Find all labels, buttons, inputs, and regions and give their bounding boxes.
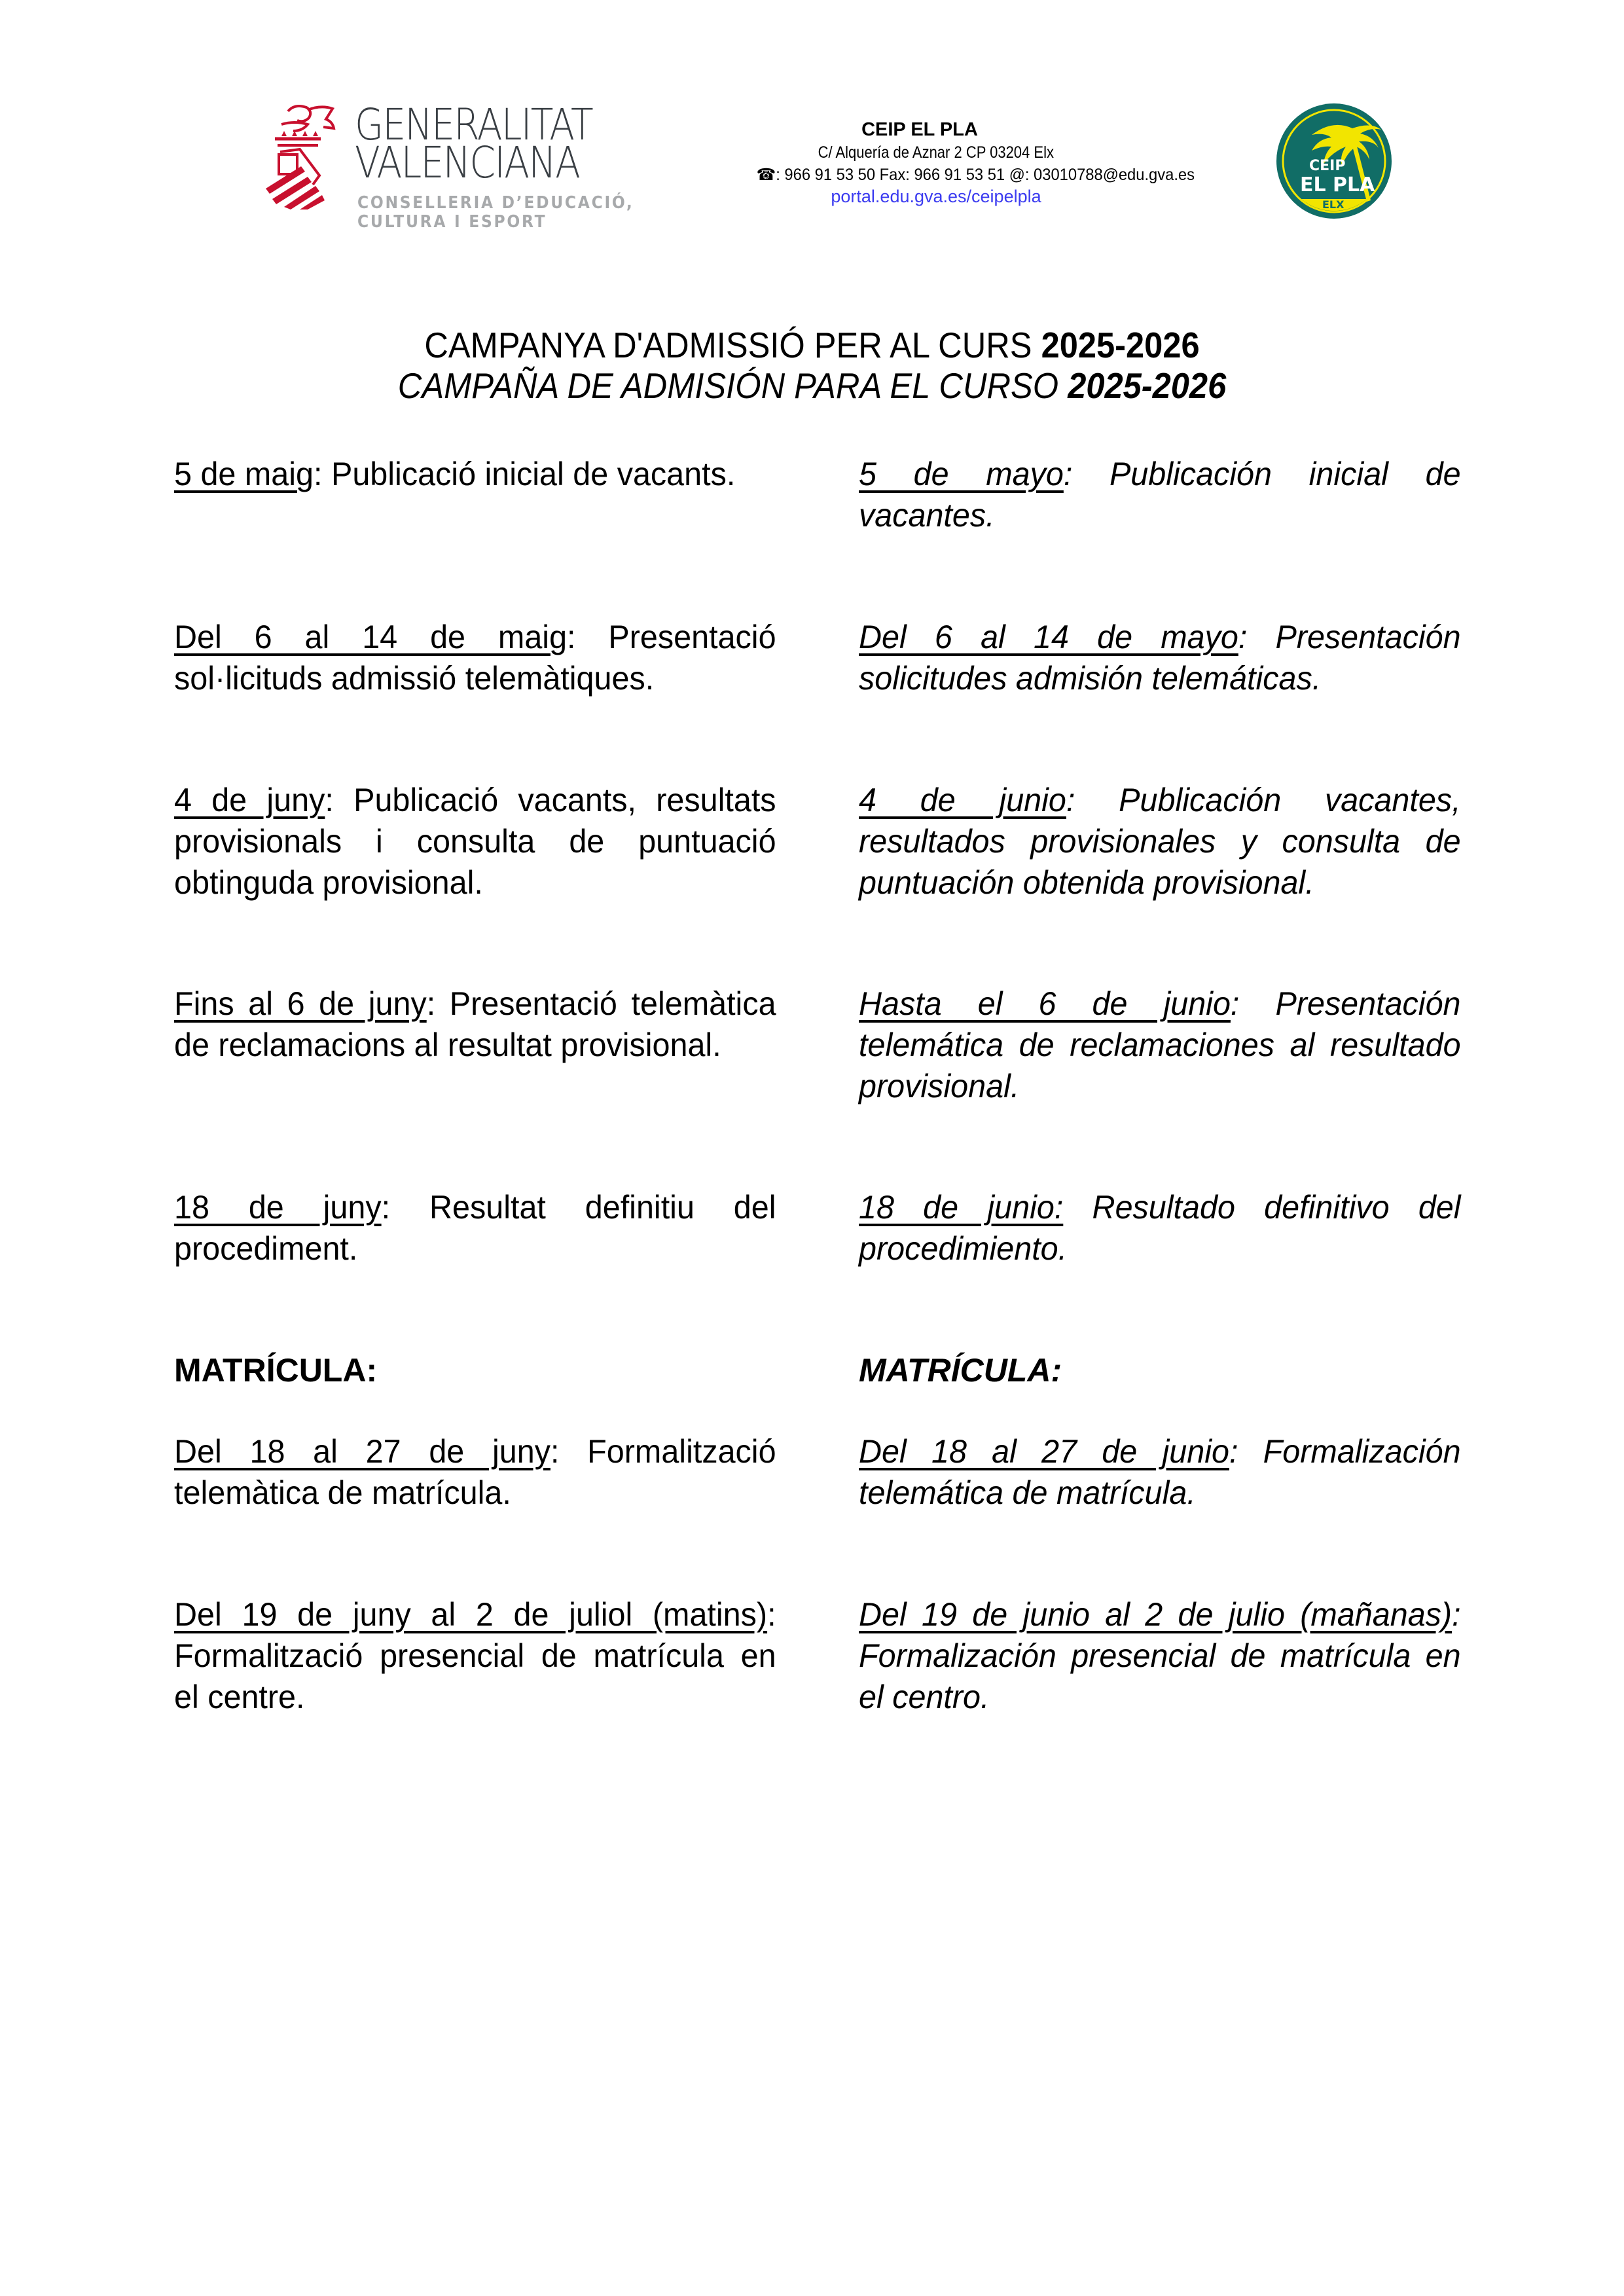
phone-icon: ☎ xyxy=(756,166,776,184)
entry-date: Fins al 6 de juny xyxy=(174,985,427,1022)
title-spanish-text: CAMPAÑA DE ADMISIÓN PARA EL CURSO xyxy=(397,365,1068,406)
calendar-entry: 5 de maig: Publicació inicial de vacants. xyxy=(174,456,736,492)
svg-text:ELX: ELX xyxy=(1322,198,1344,211)
entry-text: Publicación inicial de vacantes. xyxy=(859,456,1461,534)
calendar-entry: Hasta el 6 de junio: Presentación telemática de reclamaciones al resultado provisional. xyxy=(859,985,1461,1104)
enrollment-entry: Del 19 de junio al 2 de julio (mañanas): Formalización presencial de matrícula en el centro. xyxy=(859,1596,1461,1715)
entry-date: 5 de maig xyxy=(174,456,314,492)
entry-date: 4 de juny xyxy=(174,782,325,818)
conselleria-name xyxy=(357,194,634,232)
calendar-entry: 4 de juny: Publicació vacants, resultats provisionals i consulta de puntuació obtinguda provisional. xyxy=(174,782,776,901)
entry-text: Formalización presencial de matrícula en el centro. xyxy=(859,1637,1461,1715)
entry-date: 5 de mayo xyxy=(859,456,1064,492)
entry-date: Del 18 al 27 de junio xyxy=(859,1433,1229,1470)
entry-text: Resultat definitiu del procediment. xyxy=(174,1189,776,1267)
school-website-link[interactable]: portal.edu.gva.es/ceipelpla xyxy=(831,187,1041,206)
calendar-entry: Del 6 al 14 de mayo: Presentación solicitudes admisión telemáticas. xyxy=(859,619,1461,697)
title-spanish-year: 2025-2026 xyxy=(1068,365,1227,406)
calendar-entry: 5 de mayo: Publicación inicial de vacantes. xyxy=(859,456,1461,534)
ceip-el-pla-badge xyxy=(1275,102,1393,220)
calendar-entry: Fins al 6 de juny: Presentació telemàtica de reclamacions al resultat provisional. xyxy=(174,985,776,1063)
entry-text: Presentació sol·licituds admissió telemàtiques. xyxy=(174,619,776,697)
title-catalan-year: 2025-2026 xyxy=(1041,325,1200,365)
enrollment-entry: Del 19 de juny al 2 de juliol (matins): Formalització presencial de matrícula en el centre. xyxy=(174,1596,776,1715)
enrollment-entry: Del 18 al 27 de junio: Formalización telemática de matrícula. xyxy=(859,1433,1461,1511)
entry-date: 4 de junio xyxy=(859,782,1066,818)
gv-name-line2: VALENCIANA xyxy=(355,137,580,188)
contact-details[interactable]: : 966 91 53 50 Fax: 966 91 53 51 @: 03010788@edu.gva.es xyxy=(775,166,1195,184)
enrollment-heading: MATRÍCULA: xyxy=(859,1352,1062,1389)
entry-date: 18 de junio: xyxy=(859,1189,1064,1226)
entry-date: Del 18 al 27 de juny xyxy=(174,1433,550,1470)
calendar-entry: 18 de juny: Resultat definitiu del procediment. xyxy=(174,1189,776,1267)
calendar-entry: 4 de junio: Publicación vacantes, resultados provisionales y consulta de puntuación obtenida provisional. xyxy=(859,782,1461,901)
enrollment-heading: MATRÍCULA: xyxy=(174,1352,378,1389)
entry-text: Resultado definitivo del procedimiento. xyxy=(859,1189,1461,1267)
entry-date: Hasta el 6 de junio xyxy=(859,985,1231,1022)
school-address: C/ Alquería de Aznar 2 CP 03204 Elx xyxy=(818,143,1055,162)
entry-date: Del 19 de juny al 2 de juliol (matins) xyxy=(174,1596,768,1633)
enrollment-entry: Del 18 al 27 de juny: Formalització telemàtica de matrícula. xyxy=(174,1433,776,1511)
calendar-entry xyxy=(859,1187,1461,1269)
entry-text: Presentació telemàtica de reclamacions al resultat provisional. xyxy=(174,985,776,1063)
entry-date: Del 6 al 14 de mayo xyxy=(859,619,1238,655)
valencian-coat-of-arms-icon xyxy=(262,98,360,210)
school-contact-line xyxy=(756,164,1194,186)
conselleria-line2: CULTURA I ESPORT xyxy=(357,212,547,232)
title-catalan xyxy=(65,325,1559,365)
entry-date: 18 de juny xyxy=(174,1189,382,1226)
school-contact-block xyxy=(707,118,1244,207)
title-catalan-text: CAMPANYA D'ADMISSIÓ PER AL CURS xyxy=(424,325,1041,365)
entry-text: Presentación solicitudes admisión telemáticas. xyxy=(859,619,1461,697)
entry-text: Presentación telemática de reclamaciones al resultado provisional. xyxy=(859,985,1461,1104)
calendar-entry: Del 6 al 14 de maig: Presentació sol·licituds admissió telemàtiques. xyxy=(174,619,776,697)
entry-text: Publicación vacantes, resultados provisionales y consulta de puntuación obtenida provisional. xyxy=(859,782,1461,901)
entry-text: Formalización telemática de matrícula. xyxy=(859,1433,1461,1511)
entry-date: Del 6 al 14 de maig xyxy=(174,619,568,655)
svg-text:CEIP: CEIP xyxy=(1309,158,1346,174)
entry-date: Del 19 de junio al 2 de julio (mañanas) xyxy=(859,1596,1453,1633)
entry-text: Publicació inicial de vacants. xyxy=(331,456,736,492)
generalitat-valenciana-wordmark xyxy=(355,100,592,188)
conselleria-line1: CONSELLERIA D’EDUCACIÓ, xyxy=(357,193,634,213)
school-name: CEIP EL PLA xyxy=(861,119,978,140)
entry-text: Formalització presencial de matrícula en el centre. xyxy=(174,1637,776,1715)
gv-name-line1: GENERALITAT xyxy=(355,100,592,150)
svg-text:EL PLA: EL PLA xyxy=(1300,173,1375,196)
entry-text: Formalització telemàtica de matrícula. xyxy=(174,1433,776,1511)
entry-text: Publicació vacants, resultats provisionals i consulta de puntuació obtinguda provisional. xyxy=(174,782,776,901)
title-spanish xyxy=(65,365,1559,406)
